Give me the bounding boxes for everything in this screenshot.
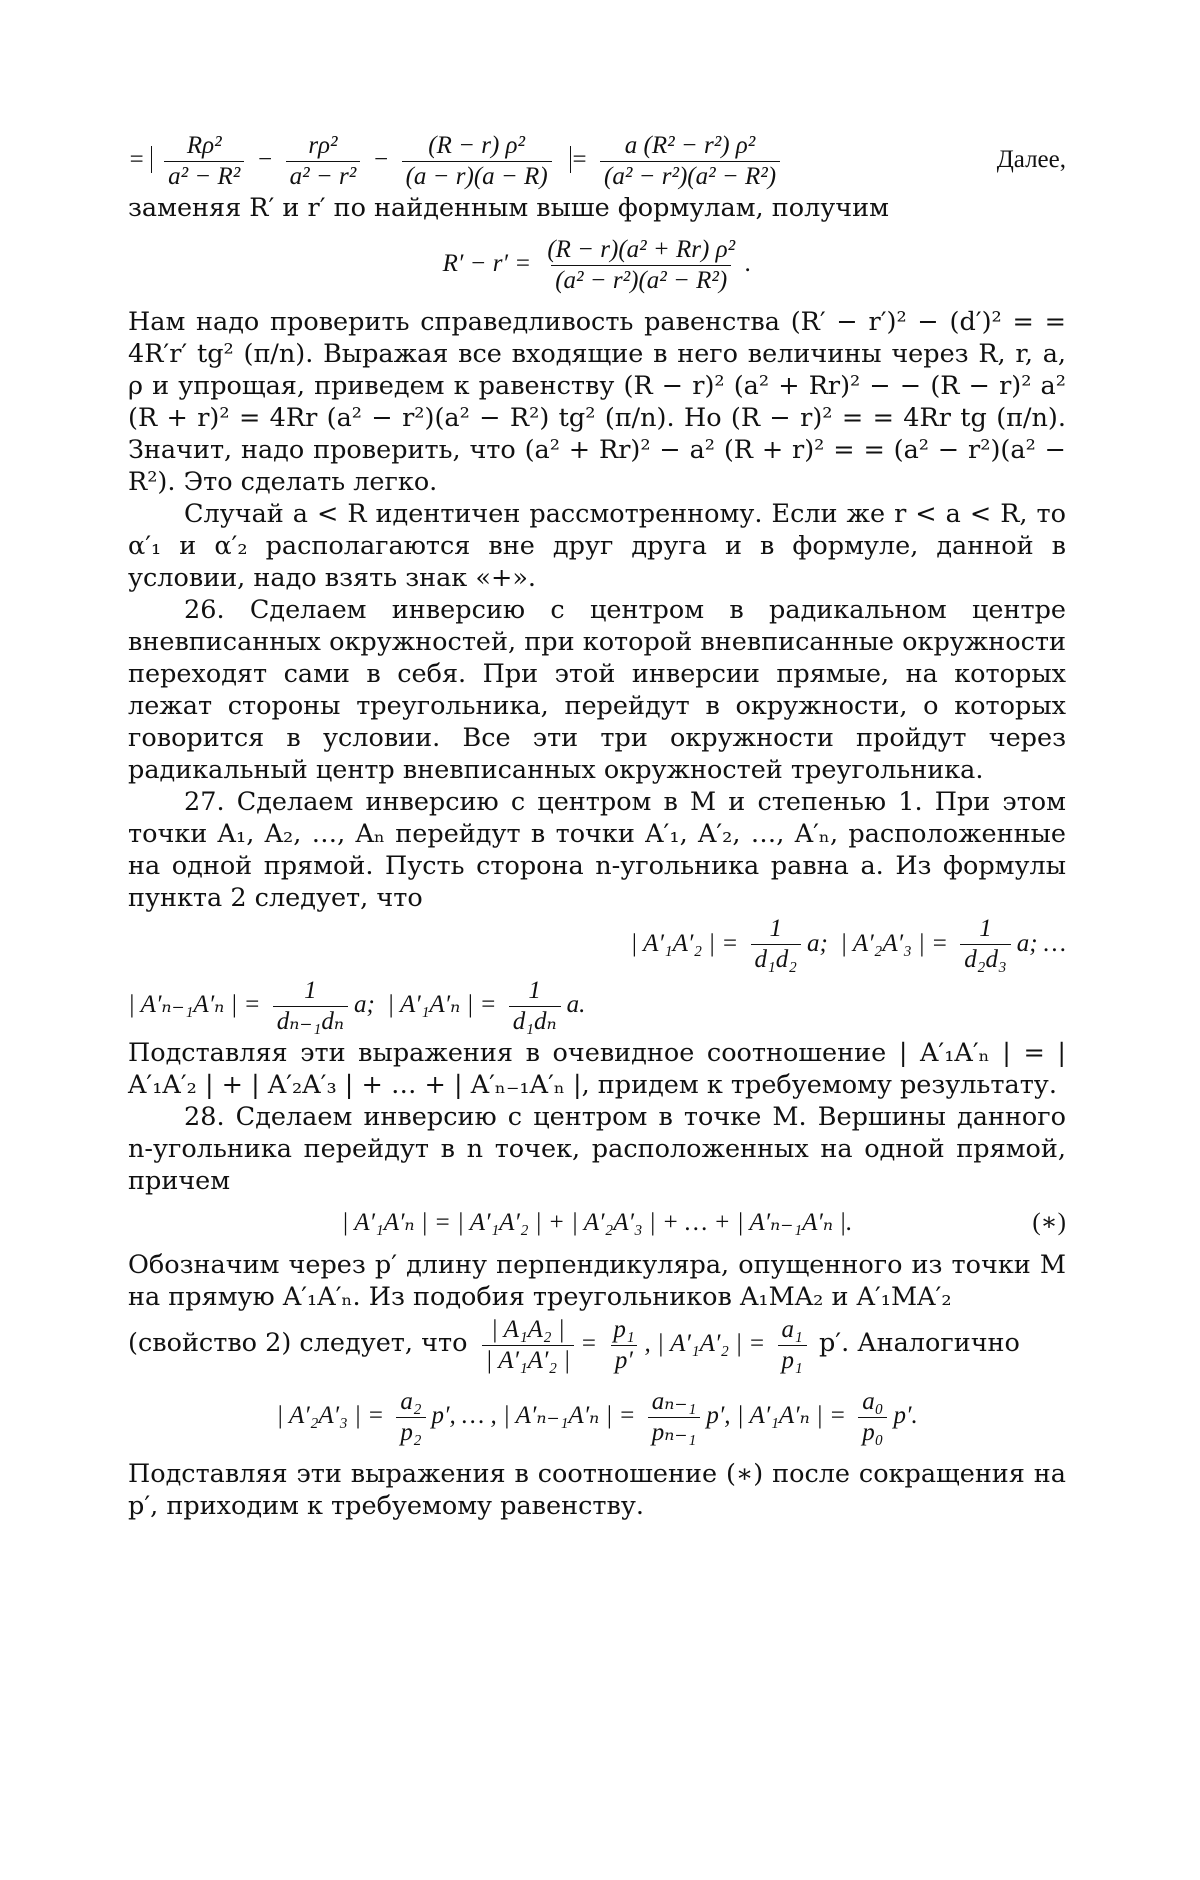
- paragraph-27: 27. Сделаем инверсию с центром в M и степенью 1. При этом точки A₁, A₂, …, Aₙ перейдут в точки A′₁, A′₂, …, A′ₙ, расположенные на одной прямой. Пусть сторона n-угольника равна a. Из формулы пункта 2 следует, что: [128, 786, 1066, 913]
- fraction: $\frac{1}{\text{d₁d₂}}$: [751, 914, 801, 975]
- formula-analogous: | A′₂A′₃ | = $\frac{\text{a₂}}{\text{p₂}}$ p′, … , | A′ₙ₋₁A′ₙ | = $\frac{\text{aₙ₋₁}}{\text{pₙ₋₁}}$ p′, | A′₁A′ₙ | = $\frac{\text{a₀}}{\text{p₀}}$ p′.: [276, 1387, 918, 1446]
- fraction: $\frac{1}{\text{d₁dₙ}}$: [509, 976, 561, 1037]
- absolute-value: $\frac{\text{Rρ²}}{\text{a² − R²}}$ − $\frac{\text{rρ²}}{\text{a² − r²}}$ − $\frac{\text{(R − r) ρ²}}{(a - r)(a - R)}$: [151, 146, 571, 173]
- equals-sign: =: [128, 146, 145, 173]
- paragraph-28-perpendicular: Обозначим через p′ длину перпендикуляра, опущенного из точки M на прямую A′₁A′ₙ. Из подобия треугольников A₁MA₂ и A′₁MA′₂: [128, 1250, 1066, 1313]
- fraction: $\frac{\text{a₁}}{\text{p₁}}$: [778, 1315, 807, 1376]
- paragraph-check: Нам надо проверить справедливость равенства (R′ − r′)² − (d′)² = = 4R′r′ tg² (π/n). Выражая все входящие в него величины через R, r, a, ρ и упрощая, приведем к равенству (R − r)² (a² + Rr)² − − (R − r)² a² (R + r)² = 4Rr (a² − r²)(a² − R²) tg² (π/n). Но (R − r)² = = 4Rr tg (π/n). Значит, надо проверить, что (a² + Rr)² − a² (R + r)² = = (a² − r²)(a² − R²). Это сделать легко.: [128, 306, 1066, 497]
- formula-27-line2: | A′ₙ₋₁A′ₙ | = $\frac{1}{\text{dₙ₋₁dₙ}}$ a; | A′₁A′ₙ | = $\frac{1}{\text{d₁dₙ}}$ a.: [128, 977, 586, 1036]
- fraction: $\frac{\text{| A₁A₂ |}}{\text{| A′₁A′₂ |}}$: [482, 1315, 575, 1376]
- fraction: $\frac{\text{rρ²}}{\text{a² − r²}}$: [286, 131, 361, 192]
- fraction: $\frac{\text{a (R² − r²) ρ²}}{\text{(a² − r²)(a² − R²)}}$: [600, 131, 780, 192]
- fraction: $\frac{\text{a₀}}{\text{p₀}}$: [858, 1387, 887, 1448]
- fraction: $\frac{1}{\text{d₂d₃}}$: [960, 914, 1010, 975]
- paragraph-26: 26. Сделаем инверсию с центром в радикальном центре вневписанных окружностей, при которой вневписанные окружности переходят сами в себя. При этой инверсии прямые, на которых лежат стороны треугольника, перейдут в окружности, о которых говорится в условии. Все эти три окружности пройдут через радикальный центр вневписанных окружностей треугольника.: [128, 594, 1066, 785]
- formula-r-difference: R′ − r′ = $\frac{\text{(R − r)(a² + Rr) ρ²}}{\text{(a² − r²)(a² − R²)}}$ .: [442, 235, 752, 294]
- equation-star: | A′₁A′ₙ | = | A′₁A′₂ | + | A′₂A′₃ | + … + | A′ₙ₋₁A′ₙ |. (∗): [128, 1207, 1066, 1239]
- paragraph-final: Подставляя эти выражения в соотношение (∗) после сокращения на p′, приходим к требуемому равенству.: [128, 1458, 1066, 1521]
- fraction: $\frac{\text{Rρ²}}{\text{a² − R²}}$: [164, 131, 244, 192]
- formula-27-line1: | A′₁A′₂ | = $\frac{1}{\text{d₁d₂}}$ a; | A′₂A′₃ | = $\frac{1}{\text{d₂d₃}}$ a; …: [630, 915, 1066, 974]
- fraction: $\frac{1}{\text{dₙ₋₁dₙ}}$: [273, 976, 348, 1037]
- formula-tail-text: Далее,: [996, 146, 1066, 173]
- text-line: заменяя R′ и r′ по найденным выше формулам, получим: [128, 192, 889, 223]
- paragraph-27-conclusion: Подставляя эти выражения в очевидное соотношение | A′₁A′ₙ | = | A′₁A′₂ | + | A′₂A′₃ | + … + | A′ₙ₋₁A′ₙ |, придем к требуемому результату.: [128, 1038, 1066, 1101]
- formula-difference: = $\frac{\text{Rρ²}}{\text{a² − R²}}$ − $\frac{\text{rρ²}}{\text{a² − r²}}$ − $\frac{\text{(R − r) ρ²}}{(a - r)(a - R)}$ = $\frac{\text{a (R² − r²) ρ²}}{\text{(a² − r²)(a² − R²)}}$ Далее,: [128, 131, 1066, 190]
- formula-28-line: (свойство 2) следует, что $\frac{\text{| A₁A₂ |}}{\text{| A′₁A′₂ |}}$ = $\frac{\text{p₁}}{p'}$ , | A′₁A′₂ | = $\frac{\text{a₁}}{\text{p₁}}$ p′. Аналогично: [128, 1315, 1020, 1374]
- fraction: $\frac{\text{(R − r)(a² + Rr) ρ²}}{\text{(a² − r²)(a² − R²)}}$: [547, 235, 736, 294]
- fraction: $\frac{\text{aₙ₋₁}}{\text{pₙ₋₁}}$: [648, 1387, 701, 1448]
- page-content: [128, 130, 1066, 1522]
- fraction: $\frac{\text{(R − r) ρ²}}{(a - r)(a - R)}$: [402, 131, 552, 192]
- equation-tag: (∗): [1032, 1209, 1066, 1237]
- fraction: $\frac{\text{a₂}}{\text{p₂}}$: [396, 1387, 425, 1448]
- fraction: $\frac{\text{p₁}}{p'}$: [609, 1315, 638, 1376]
- paragraph-28: 28. Сделаем инверсию с центром в точке M. Вершины данного n-угольника перейдут в n точек, расположенных на одной прямой, причем: [128, 1102, 1066, 1197]
- paragraph-case: Случай a < R идентичен рассмотренному. Если же r < a < R, то α′₁ и α′₂ располагаются вне друг друга и в формуле, данной в условии, надо взять знак «+».: [128, 498, 1066, 593]
